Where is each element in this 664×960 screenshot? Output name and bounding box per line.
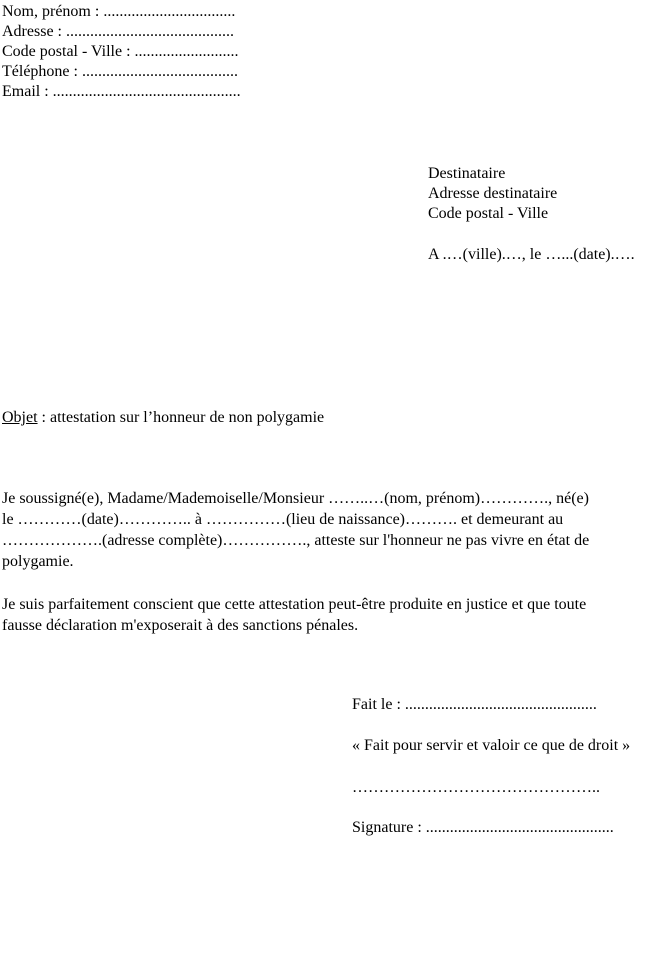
body-paragraph-2: [2, 594, 657, 636]
body-paragraph-2-line: Je suis parfaitement conscient que cette attestation peut-être produite en justice et que toute: [2, 596, 587, 613]
body-paragraph-1-line: Je soussigné(e), Madame/Mademoiselle/Monsieur ……..…(nom, prénom)…………., né(e): [2, 490, 589, 507]
sender-postal-city-line: Code postal - Ville : ..........................: [2, 43, 239, 60]
dotted-line: ………………………………………..: [352, 779, 600, 796]
signature-line: Signature : ...............................................: [352, 819, 614, 836]
sender-phone-line: Téléphone : .......................................: [2, 63, 238, 80]
sender-name-line: Nom, prénom : .................................: [2, 3, 236, 20]
body-paragraph-2-line: fausse déclaration m'exposerait à des sanctions pénales.: [2, 617, 359, 634]
formula-line: « Fait pour servir et valoir ce que de droit »: [352, 737, 631, 754]
body-paragraph-1-line: le …………(date)………….. à ……………(lieu de naissance)………. et demeurant au: [2, 511, 564, 528]
body-paragraph-1-line: ……………….(adresse complète)……………., atteste sur l'honneur ne pas vivre en état de: [2, 532, 590, 549]
recipient-postal-city: Code postal - Ville: [428, 205, 549, 222]
recipient-name: Destinataire: [428, 165, 506, 182]
body-paragraph-1: [2, 488, 657, 572]
recipient-address: Adresse destinataire: [428, 185, 558, 202]
subject-line: [2, 408, 324, 428]
subject-text: : attestation sur l’honneur de non polygamie: [37, 409, 325, 426]
sender-email-line: Email : ...............................................: [2, 83, 241, 100]
body-paragraph-1-line: polygamie.: [2, 553, 74, 570]
sender-address-line: Adresse : ..........................................: [2, 23, 234, 40]
place-date-line: A .…(ville).…, le …...(date).….: [428, 246, 635, 263]
subject-label: Objet: [2, 409, 38, 426]
fait-le-line: Fait le : ................................................: [352, 696, 597, 713]
